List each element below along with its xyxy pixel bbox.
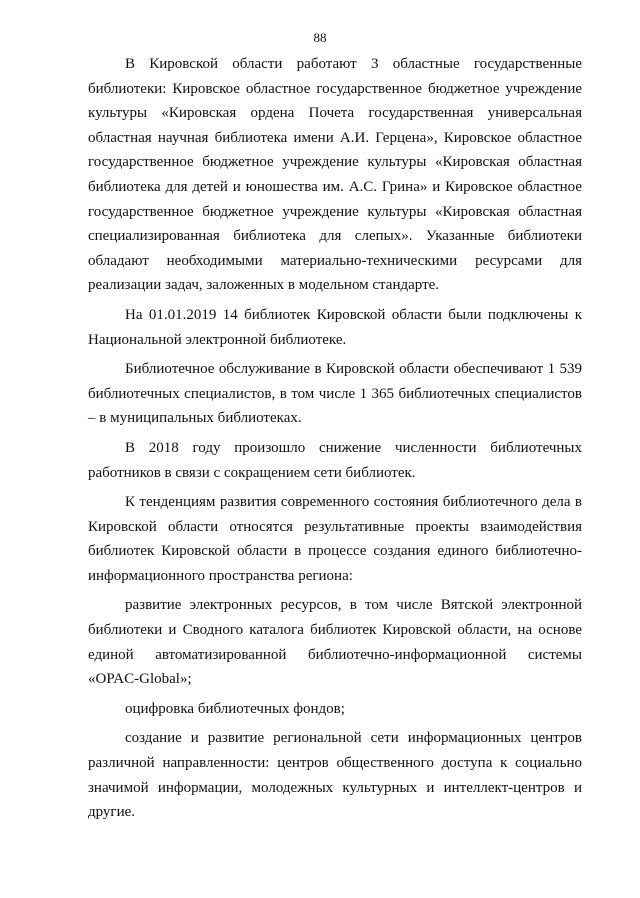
list-item-info-centers: создание и развитие региональной сети информационных центров различной направленности: центров общественного доступа к социально значимой информации, молодежных культурных и интеллект-центров и другие. — [88, 730, 582, 821]
list-item-digitization: оцифровка библиотечных фондов; — [125, 700, 345, 717]
paragraph-national-library: На 01.01.2019 14 библиотек Кировской области были подключены к Национальной электронной библиотеке. — [88, 306, 582, 348]
paragraph-staff-decline: В 2018 году произошло снижение численности библиотечных работников в связи с сокращением сети библиотек. — [88, 439, 582, 481]
body-text — [88, 52, 582, 830]
paragraph-staff: Библиотечное обслуживание в Кировской области обеспечивают 1 539 библиотечных специалистов, в том числе 1 365 библиотечных специалистов – в муниципальных библиотеках. — [88, 361, 582, 427]
list-item-electronic-resources: развитие электронных ресурсов, в том числе Вятской электронной библиотеки и Сводного каталога библиотек Кировской области, на основе единой автоматизированной библиотечно-информационной системы «OPAC-Global»; — [88, 597, 582, 688]
paragraph-trends: К тенденциям развития современного состояния библиотечного дела в Кировской области относятся результативные проекты взаимодействия библиотек Кировской области в процессе создания единого библиотечно-информационного пространства региона: — [88, 494, 582, 584]
page-number: 88 — [313, 30, 327, 45]
paragraph-libraries-overview: В Кировской области работают 3 областные государственные библиотеки: Кировское областное государственное бюджетное учреждение культуры «Кировская ордена Почета государственная универсальная областная научная библиотека имени А.И. Герцена», Кировское областное государственное бюджетное учреждение культуры «Кировская областная библиотека для детей и юношества им. А.С. Грина» и Кировское областное государственное бюджетное учреждение культуры «Кировская областная специализированная библиотека для слепых». Указанные библиотеки обладают необходимыми материально-техническими ресурсами для реализации задач, заложенных в модельном стандарте. — [88, 56, 582, 294]
